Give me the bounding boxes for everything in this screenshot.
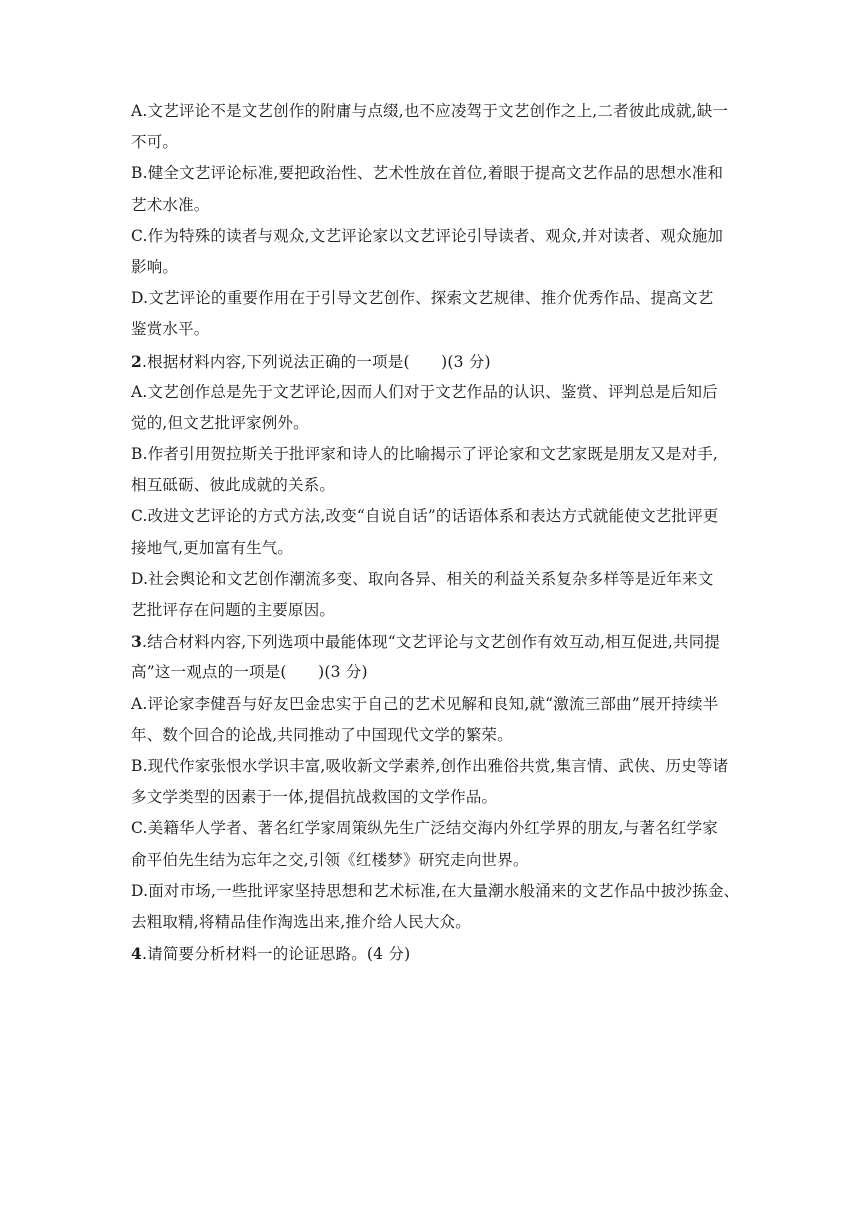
text-line: 年、数个回合的论战,共同推动了中国现代文学的繁荣。: [131, 725, 513, 744]
text-line: 觉的,但文艺批评家例外。: [131, 413, 309, 432]
text-line: B.健全文艺评论标准,要把政治性、艺术性放在首位,着眼于提高文艺作品的思想水准和: [131, 164, 724, 183]
q4-stem: [131, 938, 736, 969]
text-line: 影响。: [131, 257, 179, 276]
q1-option-d: [131, 283, 736, 345]
text-line: C.改进文艺评论的方式方法,改变“自说自话”的话语体系和表达方式就能使文艺批评更: [131, 507, 719, 526]
text-line: D.面对市场,一些批评家坚持思想和艺术标准,在大量潮水般涌来的文艺作品中披沙拣金、: [131, 881, 740, 900]
text-line: 多文学类型的因素于一体,提倡抗战救国的文学作品。: [131, 788, 498, 807]
question-number: 4: [131, 944, 142, 964]
text-line: C.作为特殊的读者与观众,文艺评论家以文艺评论引导读者、观众,并对读者、观众施加: [131, 226, 724, 245]
text-line: C.美籍华人学者、著名红学家周策纵先生广泛结交海内外红学界的朋友,与著名红学家: [131, 819, 718, 838]
q2-option-a: [131, 377, 736, 439]
q3-stem-continued: 高”这一观点的一项是( )(3 分): [131, 663, 368, 682]
q3-stem: [131, 626, 736, 657]
text-line: A.文艺创作总是先于文艺评论,因而人们对于文艺作品的认识、鉴赏、评判总是后知后: [131, 382, 718, 401]
text-line: 不可。: [131, 133, 179, 152]
question-number: 3: [131, 632, 142, 652]
q2-option-b: [131, 439, 736, 501]
text-line: 俞平伯先生结为忘年之交,引领《红楼梦》研究走向世界。: [131, 850, 529, 869]
q2-stem: [131, 346, 736, 377]
q3-option-a: [131, 689, 736, 751]
text-line: D.社会舆论和文艺创作潮流多变、取向各异、相关的利益关系复杂多样等是近年来文: [131, 569, 714, 588]
text-line: 艺术水准。: [131, 195, 210, 214]
q3-option-b: [131, 751, 736, 813]
question-number: 2: [131, 351, 142, 371]
q1-option-c: [131, 221, 736, 283]
q1-option-b: [131, 158, 736, 220]
text-line: 鉴赏水平。: [131, 320, 210, 339]
q3-option-d: [131, 876, 740, 938]
q2-option-d: [131, 564, 736, 626]
text-line: 去粗取精,将精品佳作淘选出来,推介给人民大众。: [131, 912, 471, 931]
q2-option-c: [131, 501, 736, 563]
text-line: B.作者引用贺拉斯关于批评家和诗人的比喻揭示了评论家和文艺家既是朋友又是对手,: [131, 445, 719, 464]
question-text: .请简要分析材料一的论证思路。(4 分): [142, 945, 411, 964]
text-line: 相互砥砺、彼此成就的关系。: [131, 476, 336, 495]
question-sheet: [131, 96, 740, 969]
text-line: 接地气,更加富有生气。: [131, 538, 294, 557]
question-text: .结合材料内容,下列选项中最能体现“文艺评论与文艺创作有效互动,相互促进,共同提: [142, 633, 721, 652]
text-line: 艺批评存在问题的主要原因。: [131, 601, 336, 619]
text-line: D.文艺评论的重要作用在于引导文艺创作、探索文艺规律、推介优秀作品、提高文艺: [131, 289, 714, 308]
text-line: A.文艺评论不是文艺创作的附庸与点缀,也不应凌驾于文艺创作之上,二者彼此成就,缺一: [131, 102, 729, 120]
question-text: .根据材料内容,下列说法正确的一项是( )(3 分): [142, 352, 491, 371]
text-line: B.现代作家张恨水学识丰富,吸收新文学素养,创作出雅俗共赏,集言情、武侠、历史等诸: [131, 756, 729, 775]
text-line: A.评论家李健吾与好友巴金忠实于自己的艺术见解和良知,就“激流三部曲”展开持续半: [131, 694, 719, 713]
q1-option-a: [131, 96, 736, 158]
q3-option-c: [131, 813, 736, 875]
